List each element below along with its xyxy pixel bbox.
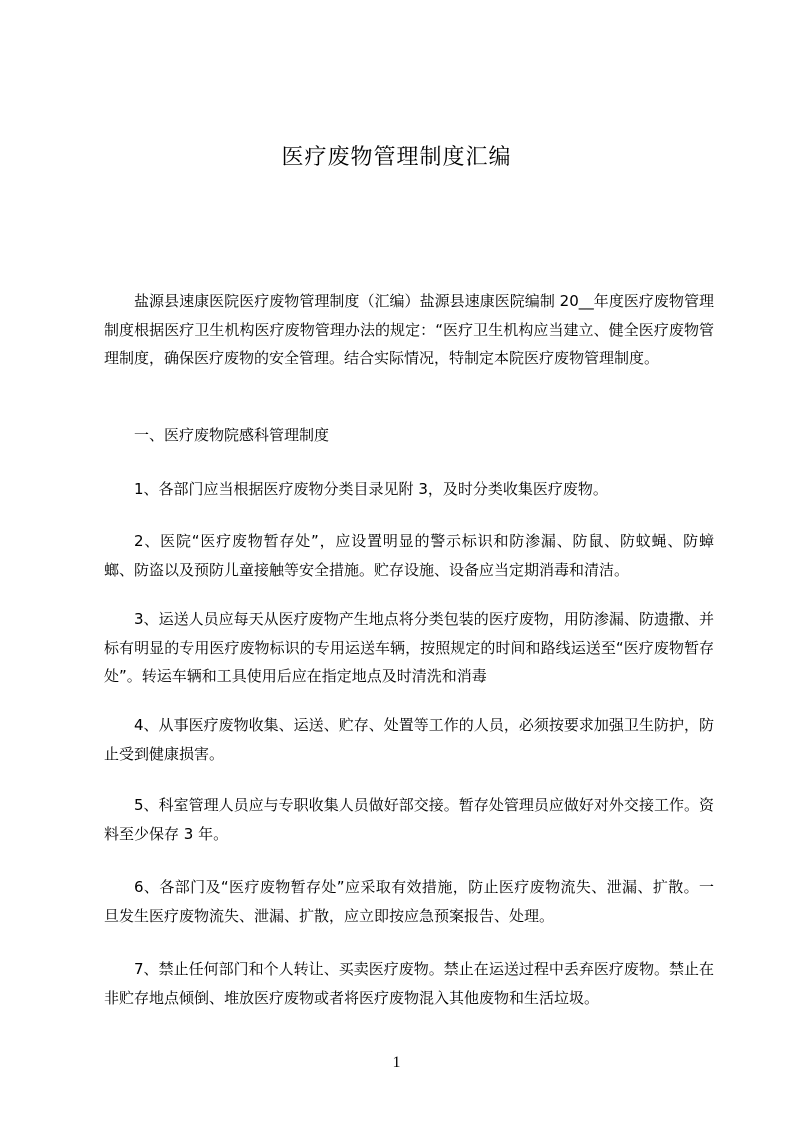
page-number: 1 <box>392 1054 401 1071</box>
section-heading: 一、医疗废物院感科管理制度 <box>134 426 330 444</box>
list-item: 3、运送人员应每天从医疗废物产生地点将分类包装的医疗废物，用防渗漏、防遗撒、并标有明显的专用医疗废物标识的专用运送车辆，按照规定的时间和路线运送至“医疗废物暂存处”。转运车辆和工具使用后应在指定地点及时清洗和消毒 <box>104 610 714 685</box>
list-item: 1、各部门应当根据医疗废物分类目录见附 3，及时分类收集医疗废物。 <box>134 480 608 498</box>
page-title: 医疗废物管理制度汇编 <box>281 145 512 170</box>
list-item: 7、禁止任何部门和个人转让、买卖医疗废物。禁止在运送过程中丢弃医疗废物。禁止在非贮存地点倾倒、堆放医疗废物或者将医疗废物混入其他废物和生活垃圾。 <box>104 960 714 1007</box>
list-item: 6、各部门及“医疗废物暂存处”应采取有效措施，防止医疗废物流失、泄漏、扩散。一旦发生医疗废物流失、泄漏、扩散，应立即按应急预案报告、处理。 <box>104 878 714 925</box>
list-item: 4、从事医疗废物收集、运送、贮存、处置等工作的人员，必须按要求加强卫生防护，防止受到健康损害。 <box>104 716 714 763</box>
list-item: 5、科室管理人员应与专职收集人员做好部交接。暂存处管理员应做好对外交接工作。资料至少保存 3 年。 <box>104 796 714 843</box>
list-item: 2、医院“医疗废物暂存处”，应设置明显的警示标识和防渗漏、防鼠、防蚊蝇、防蟑螂、防盗以及预防儿童接触等安全措施。贮存设施、设备应当定期消毒和清洁。 <box>104 532 714 579</box>
intro-paragraph: 盐源县速康医院医疗废物管理制度（汇编）盐源县速康医院编制 20__年度医疗废物管理制度根据医疗卫生机构医疗废物管理办法的规定：“医疗卫生机构应当建立、健全医疗废物管理制度，确保医疗废物的安全管理。结合实际情况，特制定本院医疗废物管理制度。 <box>104 292 714 367</box>
